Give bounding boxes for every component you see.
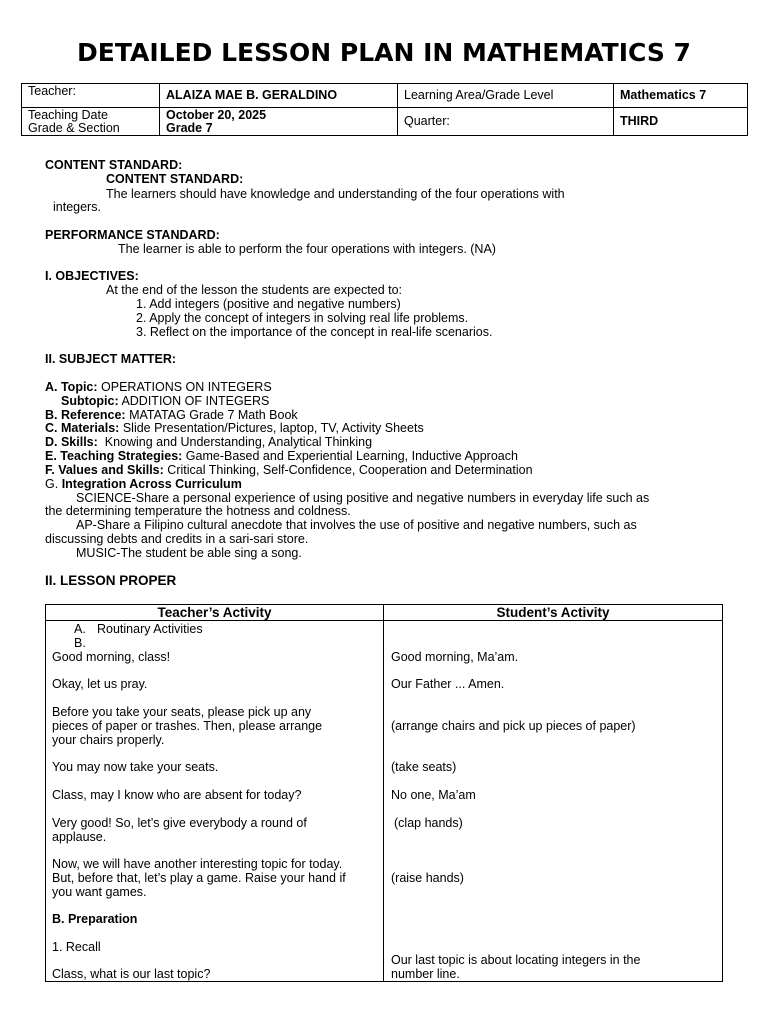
student-take-seats: (take seats): [391, 760, 457, 774]
student-absent: No one, Ma’am: [391, 788, 476, 802]
teacher-game-3: you want games.: [52, 885, 147, 899]
teacher-take-seats: You may now take your seats.: [52, 760, 219, 774]
subject-matter-heading: II. SUBJECT MATTER:: [45, 352, 177, 366]
objectives-intro: At the end of the lesson the students are expected to:: [106, 283, 403, 297]
student-activity-header: Student’s Activity: [384, 605, 723, 621]
teacher-applause-1: Very good! So, let’s give everybody a round of: [52, 816, 307, 830]
science-integration-2: the determining temperature the hotness and coldness.: [45, 504, 351, 518]
science-integration-1: SCIENCE-Share a personal experience of using positive and negative numbers in everyday life such as: [76, 491, 650, 505]
recall-heading: 1. Recall: [52, 940, 101, 954]
teacher-greet: Good morning, class!: [52, 650, 171, 664]
student-greet: Good morning, Ma’am.: [391, 650, 519, 664]
music-integration: MUSIC-The student be able sing a song.: [76, 546, 302, 560]
quarter-label: Quarter:: [398, 108, 614, 136]
strategies-line: E. Teaching Strategies: Game-Based and Experiential Learning, Inductive Approach: [45, 449, 518, 463]
routinary-activities: Routinary Activities: [97, 622, 203, 636]
content-standard-text-1: The learners should have knowledge and understanding of the four operations with: [106, 187, 565, 201]
content-standard-heading: CONTENT STANDARD:: [45, 158, 183, 172]
learning-area-value: Mathematics 7: [614, 84, 748, 108]
preparation-heading: B. Preparation: [52, 912, 138, 926]
reference-line: B. Reference: MATATAG Grade 7 Math Book: [45, 408, 298, 422]
ap-integration-1: AP-Share a Filipino cultural anecdote that involves the use of positive and negative numbers, such as: [76, 518, 637, 532]
info-table: [21, 83, 748, 136]
teacher-seats-1: Before you take your seats, please pick up any: [52, 705, 312, 719]
teacher-applause-2: applause.: [52, 830, 107, 844]
teacher-last-topic: Class, what is our last topic?: [52, 967, 211, 981]
teacher-activity-cell: [46, 621, 384, 982]
teacher-game-1: Now, we will have another interesting topic for today.: [52, 857, 343, 871]
teacher-seats-2: pieces of paper or trashes. Then, please arrange: [52, 719, 323, 733]
lesson-table: [45, 604, 723, 982]
lesson-proper-heading: II. LESSON PROPER: [45, 573, 177, 588]
teacher-absent: Class, may I know who are absent for today?: [52, 788, 302, 802]
objectives-heading: I. OBJECTIVES:: [45, 269, 139, 283]
teacher-value: ALAIZA MAE B. GERALDINO: [160, 84, 398, 108]
student-last-topic-2: number line.: [391, 967, 460, 981]
content-standard-subheading: CONTENT STANDARD:: [106, 172, 244, 186]
student-activity-cell: [384, 621, 723, 982]
ap-integration-2: discussing debts and credits in a sari-sari store.: [45, 532, 309, 546]
quarter-value: THIRD: [614, 108, 748, 136]
teacher-activity-header: Teacher’s Activity: [46, 605, 384, 621]
integration-line: G. Integration Across Curriculum: [45, 477, 242, 491]
routinary-marker: A.: [74, 622, 86, 636]
b-marker: B.: [74, 636, 86, 650]
student-last-topic-1: Our last topic is about locating integers in the: [391, 953, 641, 967]
subtopic-line: Subtopic: ADDITION OF INTEGERS: [61, 394, 270, 408]
objective-item: 3. Reflect on the importance of the concept in real-life scenarios.: [136, 325, 493, 339]
teacher-pray: Okay, let us pray.: [52, 677, 148, 691]
student-pray: Our Father ... Amen.: [391, 677, 505, 691]
skills-line: D. Skills: Knowing and Understanding, Analytical Thinking: [45, 435, 373, 449]
student-raise: (raise hands): [391, 871, 464, 885]
values-line: F. Values and Skills: Critical Thinking, Self-Confidence, Cooperation and Determination: [45, 463, 533, 477]
objective-item: 2. Apply the concept of integers in solving real life problems.: [136, 311, 469, 325]
student-arrange: (arrange chairs and pick up pieces of paper): [391, 719, 636, 733]
teacher-seats-3: your chairs properly.: [52, 733, 165, 747]
learning-area-label: Learning Area/Grade Level: [398, 84, 614, 108]
teaching-date-label: Teaching Date Grade & Section: [22, 108, 160, 136]
content-standard-text-2: integers.: [53, 200, 101, 214]
objective-item: 1. Add integers (positive and negative numbers): [136, 297, 401, 311]
teacher-label: Teacher:: [22, 84, 160, 108]
teaching-date-value: October 20, 2025 Grade 7: [160, 108, 398, 136]
performance-standard-heading: PERFORMANCE STANDARD:: [45, 228, 220, 242]
teacher-game-2: But, before that, let’s play a game. Raise your hand if: [52, 871, 346, 885]
document-title: DETAILED LESSON PLAN IN MATHEMATICS 7: [77, 38, 691, 67]
student-clap: (clap hands): [394, 816, 463, 830]
performance-standard-text: The learner is able to perform the four operations with integers. (NA): [118, 242, 496, 256]
materials-line: C. Materials: Slide Presentation/Pictures, laptop, TV, Activity Sheets: [45, 421, 424, 435]
topic-line: A. Topic: OPERATIONS ON INTEGERS: [45, 380, 272, 394]
